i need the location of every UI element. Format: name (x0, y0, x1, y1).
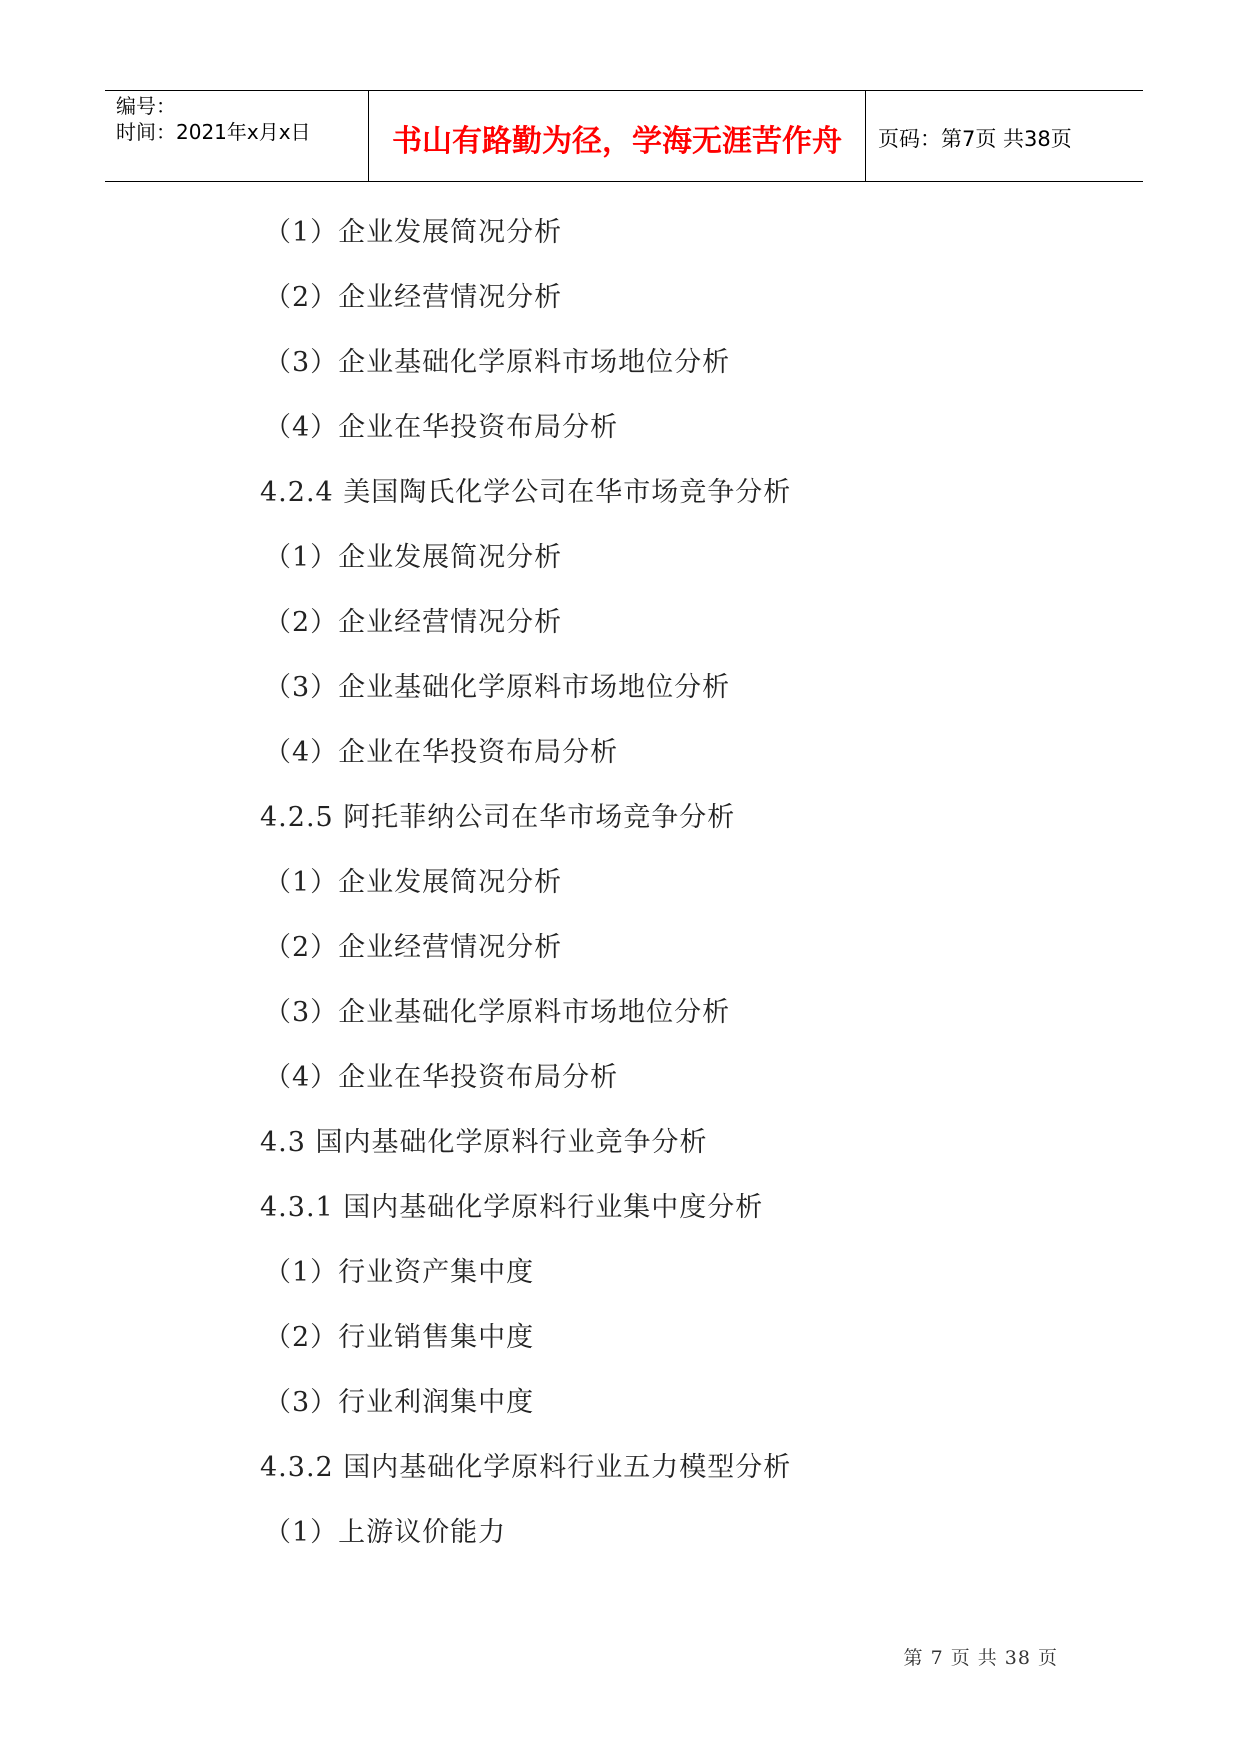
outline-line: （2）企业经营情况分析 (264, 932, 563, 963)
outline-line: （2）企业经营情况分析 (264, 607, 563, 638)
outline-line: （1）上游议价能力 (264, 1517, 507, 1548)
outline-line: （3）企业基础化学原料市场地位分析 (264, 672, 731, 703)
section-heading: 4.2.4 美国陶氏化学公司在华市场竞争分析 (260, 477, 792, 508)
outline-line: （1）企业发展简况分析 (264, 867, 563, 898)
outline-line: （1）企业发展简况分析 (264, 217, 563, 248)
document-header (105, 90, 1143, 182)
document-number-label: 编号： (116, 94, 176, 118)
section-heading: 4.3.1 国内基础化学原料行业集中度分析 (260, 1192, 764, 1223)
section-heading: 4.3.2 国内基础化学原料行业五力模型分析 (260, 1452, 792, 1483)
section-heading: 4.2.5 阿托菲纳公司在华市场竞争分析 (260, 802, 736, 833)
header-page-info: 页码：第7页 共38页 (878, 127, 1072, 151)
outline-line: （4）企业在华投资布局分析 (264, 412, 619, 443)
header-meta (105, 91, 369, 181)
section-heading: 4.3 国内基础化学原料行业竞争分析 (260, 1127, 708, 1158)
outline-line: （2）企业经营情况分析 (264, 282, 563, 313)
outline-line: （1）行业资产集中度 (264, 1257, 535, 1288)
page-footer: 第 7 页 共 38 页 (903, 1647, 1058, 1669)
outline-line: （3）行业利润集中度 (264, 1387, 535, 1418)
outline-line: （1）企业发展简况分析 (264, 542, 563, 573)
outline-line: （4）企业在华投资布局分析 (264, 1062, 619, 1093)
header-motto: 书山有路勤为径，学海无涯苦作舟 (369, 91, 866, 181)
outline-line: （4）企业在华投资布局分析 (264, 737, 619, 768)
document-date: 时间：2021年x月x日 (116, 120, 311, 144)
outline-line: （2）行业销售集中度 (264, 1322, 535, 1353)
outline-line: （3）企业基础化学原料市场地位分析 (264, 347, 731, 378)
outline-line: （3）企业基础化学原料市场地位分析 (264, 997, 731, 1028)
